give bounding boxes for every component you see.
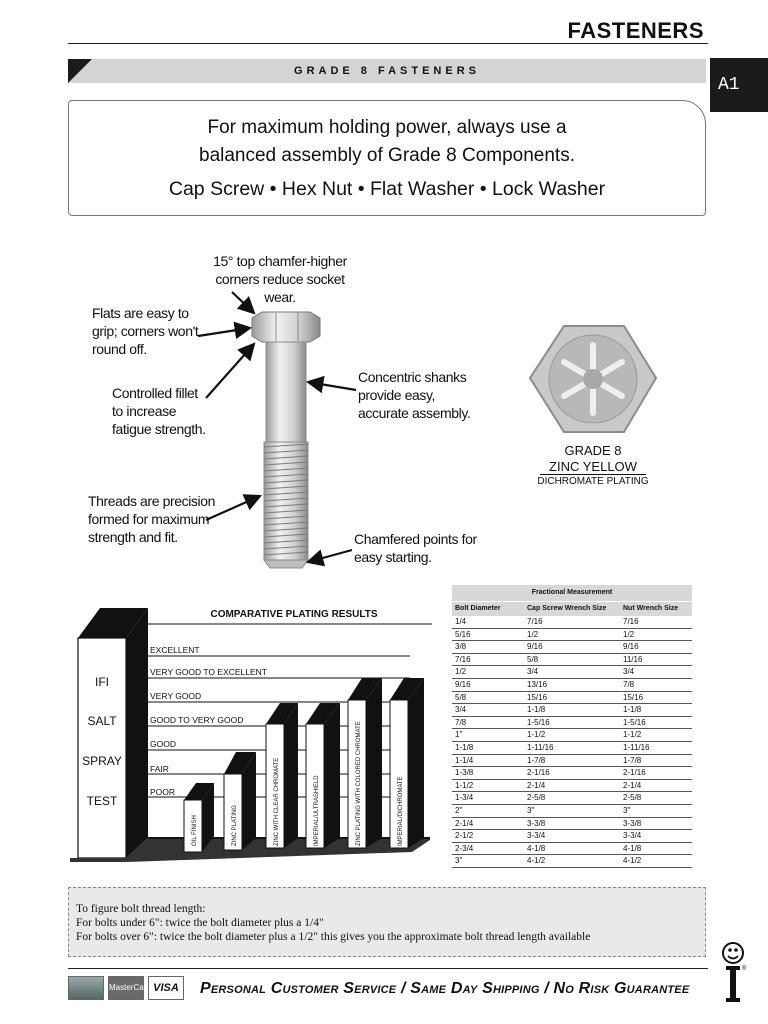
table-row	[452, 792, 692, 805]
nut-wrench-cell: 4-1/8	[623, 843, 642, 853]
note-under-6: For bolts under 6": twice the bolt diameter plus a 1/4"	[76, 917, 324, 929]
nut-wrench-cell: 9/16	[623, 642, 639, 652]
bolt-diameter-cell: 2-1/4	[455, 818, 474, 828]
bar-label-zinc-colored-chromate: ZINC PLATING WITH COLORED CHROMATE	[356, 721, 362, 846]
amex-card-icon	[68, 976, 104, 1000]
bolt-diameter-cell: 5/8	[455, 692, 467, 702]
nut-wrench-cell: 1-5/16	[623, 717, 646, 727]
cap-screw-wrench-cell: 9/16	[527, 642, 543, 652]
cap-screw-wrench-cell: 1-1/8	[527, 705, 546, 715]
footer-rule	[68, 968, 708, 969]
level-poor: POOR	[150, 787, 176, 797]
bolt-diameter-cell: 7/8	[455, 717, 467, 727]
mastercard-icon: MasterCard	[108, 976, 144, 1000]
plating-chart-title: COMPARATIVE PLATING RESULTS	[210, 609, 378, 620]
table-row	[452, 855, 692, 868]
table-title: Fractional Measurement	[452, 585, 692, 601]
table-row	[452, 830, 692, 843]
cap-screw-wrench-cell: 2-5/8	[527, 793, 546, 803]
table-row	[452, 704, 692, 717]
bolt-diameter-cell: 3/8	[455, 642, 467, 652]
table-row	[452, 818, 692, 831]
nut-wrench-cell: 7/16	[623, 617, 639, 626]
bolt-diameter-cell: 1"	[455, 730, 463, 740]
table-row	[452, 717, 692, 730]
table-row	[452, 805, 692, 818]
cap-screw-wrench-cell: 2-1/4	[527, 780, 546, 790]
nut-wrench-cell: 1-1/2	[623, 730, 642, 740]
cap-screw-wrench-cell: 15/16	[527, 692, 548, 702]
cap-screw-wrench-cell: 1/2	[527, 629, 539, 639]
cap-screw-wrench-cell: 13/16	[527, 679, 548, 689]
intro-line-1: For maximum holding power, always use a	[207, 117, 567, 138]
cap-screw-wrench-cell: 3-3/8	[527, 818, 546, 828]
cap-screw-wrench-cell: 1-7/8	[527, 755, 546, 765]
bolt-diameter-cell: 9/16	[455, 679, 471, 689]
nut-wrench-cell: 3/4	[623, 667, 635, 677]
cap-screw-wrench-cell: 1-5/16	[527, 717, 550, 727]
bolt-diameter-cell: 2"	[455, 805, 463, 815]
nut-wrench-cell: 15/16	[623, 692, 644, 702]
column-header-nut-wrench: Nut Wrench Size	[623, 605, 679, 612]
cap-screw-wrench-cell: 7/16	[527, 617, 543, 626]
bolt-diameter-cell: 1/2	[455, 667, 467, 677]
intro-components: Cap Screw • Hex Nut • Flat Washer • Lock Washer	[168, 178, 606, 200]
side-label-spray: SPRAY	[82, 754, 122, 768]
nut-wrench-cell: 1-7/8	[623, 755, 642, 765]
level-fair: FAIR	[150, 764, 169, 774]
svg-text:®: ®	[742, 966, 747, 972]
nut-wrench-cell: 3-3/8	[623, 818, 642, 828]
dichromate-label: DICHROMATE PLATING	[537, 476, 649, 487]
nut-wrench-cell: 1/2	[623, 629, 635, 639]
bar-label-zinc-plating: ZINC PLATING	[232, 805, 238, 846]
nut-wrench-cell: 3"	[623, 805, 631, 815]
bolt-diameter-cell: 1-1/8	[455, 742, 474, 752]
bolt-threads	[264, 442, 308, 568]
table-row	[452, 692, 692, 705]
bolt-diameter-cell: 5/16	[455, 629, 471, 639]
grade-8-divider	[540, 474, 646, 475]
level-very-good: VERY GOOD	[150, 691, 202, 701]
bar-label-imperial-dichromate: IMPERIAL/DICHROMATE	[398, 776, 404, 846]
nut-wrench-cell: 2-1/4	[623, 780, 642, 790]
cap-screw-wrench-cell: 2-1/16	[527, 768, 550, 778]
table-row	[452, 729, 692, 742]
cap-screw-wrench-cell: 3-3/4	[527, 831, 546, 841]
table-header-row	[452, 601, 692, 616]
nut-wrench-cell: 2-1/16	[623, 768, 646, 778]
cap-screw-wrench-cell: 4-1/8	[527, 843, 546, 853]
plating-bar-imperial-ultrashield	[306, 703, 340, 848]
table-row	[452, 767, 692, 780]
cap-screw-wrench-cell: 1-11/16	[527, 742, 554, 752]
bolt-diameter-cell: 1-1/4	[455, 755, 474, 765]
plating-bar-zinc-clear-chromate	[266, 703, 298, 848]
visa-icon: VISA	[148, 976, 184, 1000]
table-row	[452, 679, 692, 692]
nut-wrench-cell: 4-1/2	[623, 856, 642, 866]
nut-wrench-cell: 1-11/16	[623, 742, 650, 752]
cap-screw-wrench-cell: 1-1/2	[527, 730, 546, 740]
plating-bar-oil-finish	[184, 783, 214, 852]
table-row	[452, 843, 692, 856]
nut-wrench-cell: 3-3/4	[623, 831, 642, 841]
grade-8-bolt-head-icon	[530, 326, 656, 432]
bolt-head	[252, 312, 320, 342]
table-row	[452, 629, 692, 642]
section-tab[interactable]: A1	[710, 58, 768, 112]
cap-screw-wrench-cell: 4-1/2	[527, 856, 546, 866]
table-row	[452, 666, 692, 679]
side-label-salt: SALT	[87, 714, 117, 728]
bolt-diameter-cell: 1-1/2	[455, 780, 474, 790]
bar-label-zinc-clear-chromate: ZINC WITH CLEAR CHROMATE	[274, 757, 280, 846]
cap-screw-wrench-cell: 5/8	[527, 654, 539, 664]
plating-bar-imperial-dichromate	[390, 678, 424, 848]
category-band-label: GRADE 8 FASTENERS	[294, 65, 480, 77]
wrench-size-table	[452, 585, 692, 868]
plating-bar-zinc-plating	[224, 752, 256, 850]
callout-flats: Flats are easy to grip; corners won't round off.	[92, 305, 199, 357]
section-title: FASTENERS	[567, 18, 704, 43]
service-slogan: Personal Customer Service / Same Day Shipping / No Risk Guarantee	[200, 980, 690, 997]
level-excellent: EXCELLENT	[150, 645, 200, 655]
bolt-diameter-cell: 1-3/4	[455, 793, 474, 803]
table-body	[452, 616, 692, 868]
callout-shanks: Concentric shanks provide easy, accurate assembly.	[358, 369, 471, 421]
note-over-6: For bolts over 6": twice the bolt diameter plus a 1/2" this gives you the approximate bolt thread length available	[76, 931, 591, 943]
nut-wrench-cell: 1-1/8	[623, 705, 642, 715]
zinc-yellow-label: ZINC YELLOW	[549, 459, 637, 474]
bar-label-imperial-ultrashield: IMPERIAL/ULTRASHIELD	[314, 775, 320, 846]
column-header-bolt-diameter: Bolt Diameter	[455, 605, 501, 612]
bolt-diameter-cell: 2-3/4	[455, 843, 474, 853]
bar-label-oil-finish: OIL FINISH	[192, 815, 198, 846]
table-row	[452, 742, 692, 755]
bolt-diameter-cell: 3/4	[455, 705, 467, 715]
bolt-diameter-cell: 2-1/2	[455, 831, 474, 841]
nut-wrench-cell: 7/8	[623, 679, 635, 689]
level-good: GOOD	[150, 739, 176, 749]
bolt-diameter-cell: 7/16	[455, 654, 471, 664]
grade-8-label: GRADE 8	[564, 443, 622, 458]
callout-fillet: Controlled fillet to increase fatigue strength.	[112, 385, 206, 437]
plating-chart	[0, 600, 450, 870]
side-label-test: TEST	[86, 794, 118, 808]
bolt-diameter-cell: 1-3/8	[455, 768, 474, 778]
cap-screw-wrench-cell: 3"	[527, 805, 535, 815]
level-good-to-very-good: GOOD TO VERY GOOD	[150, 715, 244, 725]
callout-chamfer: 15° top chamfer-higher corners reduce socket wear.	[213, 253, 347, 305]
nut-wrench-cell: 2-5/8	[623, 793, 642, 803]
column-header-cap-screw-wrench: Cap Screw Wrench Size	[527, 605, 607, 612]
table-row	[452, 616, 692, 629]
table-row	[452, 654, 692, 667]
side-label-ifi: IFI	[95, 675, 109, 689]
intro-line-2: balanced assembly of Grade 8 Components.	[199, 145, 575, 166]
table-row	[452, 755, 692, 768]
cap-screw-wrench-cell: 3/4	[527, 667, 539, 677]
level-very-good-to-excellent: VERY GOOD TO EXCELLENT	[150, 667, 267, 677]
nut-wrench-cell: 11/16	[623, 654, 643, 664]
table-row	[452, 641, 692, 654]
callout-chamfered-points: Chamfered points for easy starting.	[354, 531, 477, 565]
bolt-shank	[266, 342, 306, 442]
bolt-diameter-cell: 1/4	[455, 617, 467, 626]
table-row	[452, 780, 692, 793]
note-heading: To figure bolt thread length:	[76, 903, 206, 915]
callout-threads: Threads are precision formed for maximum strength and fit.	[88, 493, 215, 545]
plating-bar-zinc-colored-chromate	[348, 678, 382, 848]
bolt-diameter-cell: 3"	[455, 856, 463, 866]
mascot-logo-icon	[722, 940, 748, 1004]
